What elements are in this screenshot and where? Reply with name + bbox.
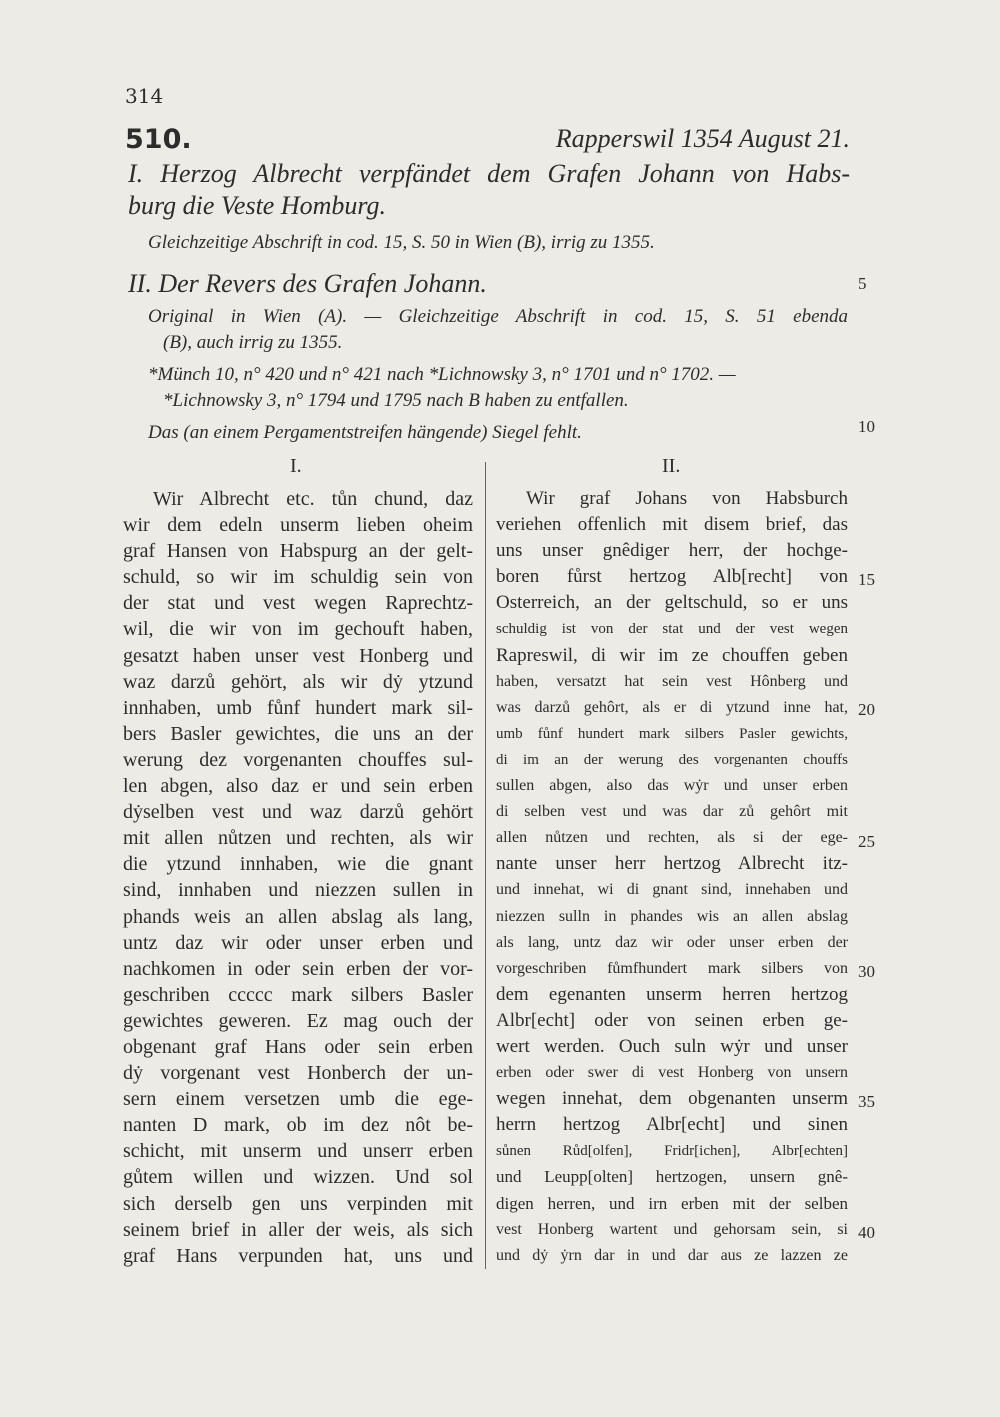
text-line: erben oder swer di vest Honberg von unsern — [496, 1064, 848, 1082]
text-line: sern einem versetzen umb die ege- — [123, 1088, 473, 1111]
margin-line-number: 10 — [858, 417, 875, 436]
right-column-text — [496, 486, 848, 1269]
text-line: herrn hertzog Albr[echt] und sinen — [496, 1114, 848, 1136]
references-line1: *Münch 10, n° 420 und n° 421 nach *Lichnowsky 3, n° 1701 und n° 1702. — — [148, 364, 736, 385]
part2-heading: II. Der Revers des Grafen Johann. — [128, 269, 487, 298]
text-line: Osterreich, an der geltschuld, so er uns — [496, 592, 848, 614]
text-line: der stat und vest wegen Raprechtz- — [123, 592, 473, 615]
text-line: veriehen offenlich mit disem brief, das — [496, 514, 848, 536]
text-line: vest Honberg wartent und gehorsam sein, si — [496, 1220, 848, 1238]
text-line: allen nůtzen und rechten, als si der ege- — [496, 829, 848, 847]
text-line: seinem brief in aller der weis, als sich — [123, 1218, 473, 1241]
text-line: obgenant graf Hans oder sein erben — [123, 1035, 473, 1058]
margin-line-number: 40 — [858, 1223, 875, 1242]
text-line: sind, innhaben und niezzen sullen in — [123, 879, 473, 902]
text-line: di im an der werung des vorgenanten chouffs — [496, 751, 848, 768]
text-line: die ytzund innhaben, wie die gnant — [123, 853, 473, 876]
text-line: gesatzt haben unser vest Honberg und — [123, 644, 473, 667]
text-line: wegen innehat, dem obgenanten unserm — [496, 1088, 848, 1110]
text-line: gewichtes geweren. Ez mag ouch der — [123, 1009, 473, 1032]
text-line: nachkomen in oder sein erben der vor- — [123, 957, 473, 980]
column-heading-left: I. — [290, 455, 302, 477]
text-line: schuld, so wir im schuldig sein von — [123, 566, 473, 589]
text-line: schuldig ist von der stat und der vest wegen — [496, 621, 848, 638]
place-date: Rapperswil 1354 August 21. — [555, 124, 850, 153]
text-line: wert werden. Ouch suln wẏr und unser — [496, 1035, 848, 1057]
text-line: graf Hansen von Habspurg an der gelt- — [123, 540, 473, 563]
column-divider — [485, 462, 486, 1269]
seal-note: Das (an einem Pergamentstreifen hängende) Siegel fehlt. — [148, 422, 582, 443]
margin-line-number: 35 — [858, 1092, 875, 1111]
text-line: graf Hans verpunden hat, uns und — [123, 1244, 473, 1267]
margin-line-number: 5 — [858, 274, 867, 293]
text-line: uns unser gnêdiger herr, der hochge- — [496, 540, 848, 562]
text-line: Wir Albrecht etc. tůn chund, daz — [153, 488, 473, 510]
text-line: umb fůnf hundert mark silbers Pasler gewichts, — [496, 725, 848, 742]
part2-source-line2: (B), auch irrig zu 1355. — [163, 332, 343, 353]
text-line: Rapreswil, di wir im ze chouffen geben — [496, 644, 848, 666]
text-line: haben, versatzt hat sein vest Hônberg und — [496, 672, 848, 690]
part1-heading-line2: burg die Veste Homburg. — [128, 191, 387, 220]
left-column-text — [123, 486, 473, 1269]
text-line: als lang, untz daz wir oder unser erben der — [496, 933, 848, 951]
text-line: dem egenanten unserm herren hertzog — [496, 983, 848, 1005]
part1-source-note: Gleichzeitige Abschrift in cod. 15, S. 50 in Wien (B), irrig zu 1355. — [148, 232, 655, 253]
text-line: Albr[echt] oder von seinen erben ge- — [496, 1009, 848, 1031]
text-line: dẏselben vest und waz darzů gehört — [123, 801, 473, 824]
text-line: geschriben ccccc mark silbers Basler — [123, 983, 473, 1006]
text-line: was darzů gehôrt, als er di ytzund inne hat, — [496, 698, 848, 716]
text-line: sich derselb gen uns verpinden mit — [123, 1192, 473, 1215]
text-line: waz darzů gehört, als wir dẏ ytzund — [123, 670, 473, 693]
text-line: sullen abgen, also das wẏr und unser erben — [496, 777, 848, 795]
text-line: und dẏ ẏrn dar in und dar aus ze lazzen ze — [496, 1246, 848, 1264]
page-number: 314 — [125, 84, 164, 108]
text-line: und innehat, wi di gnant sind, innehaben und — [496, 881, 848, 899]
margin-line-number: 25 — [858, 832, 875, 851]
margin-line-number: 15 — [858, 570, 875, 589]
text-line: wil, die wir von im gechouft haben, — [123, 618, 473, 641]
text-line: nanten D mark, ob im dez nôt be- — [123, 1114, 473, 1137]
text-line: vorgeschriben fůmfhundert mark silbers von — [496, 959, 848, 977]
text-line: werung dez vorgenanten chouffes sul- — [123, 748, 473, 771]
text-line: niezzen sulln in phandes wis an allen abslag — [496, 907, 848, 925]
text-line: gůtem willen und wizzen. Und sol — [123, 1166, 473, 1189]
text-line: dẏ vorgenant vest Honberch der un- — [123, 1062, 473, 1085]
text-line: wir dem edeln unserm lieben oheim — [123, 514, 473, 537]
text-line: schicht, mit unserm und unserr erben — [123, 1140, 473, 1163]
text-line: nante unser herr hertzog Albrecht itz- — [496, 853, 848, 875]
text-line: untz daz wir oder unser erben und — [123, 931, 473, 954]
margin-line-number: 20 — [858, 700, 875, 719]
references-line2: *Lichnowsky 3, n° 1794 und 1795 nach B haben zu entfallen. — [163, 390, 629, 411]
text-line: Wir graf Johans von Habsburch — [526, 488, 848, 509]
column-heading-right: II. — [662, 455, 681, 477]
margin-line-number: 30 — [858, 962, 875, 981]
text-line: di selben vest und was dar zů gehôrt mit — [496, 803, 848, 821]
text-line: bers Basler gewichtes, die uns an der — [123, 722, 473, 745]
text-line: sůnen Růd[olfen], Fridr[ichen], Albr[echten] — [496, 1143, 848, 1160]
text-line: len abgen, also daz er und sein erben — [123, 775, 473, 798]
text-line: innhaben, umb fůnf hundert mark sil- — [123, 696, 473, 719]
text-line: phands weis an allen abslag als lang, — [123, 905, 473, 928]
text-line: digen herren, und irn erben mit der selben — [496, 1193, 848, 1213]
text-line: boren fůrst hertzog Alb[recht] von — [496, 566, 848, 588]
text-line: mit allen nůtzen und rechten, als wir — [123, 827, 473, 850]
text-line: und Leupp[olten] hertzogen, unsern gnê- — [496, 1167, 848, 1187]
part1-heading-line1: I. Herzog Albrecht verpfändet dem Grafen Johann von Habs- — [128, 159, 850, 188]
part2-source-line1: Original in Wien (A). — Gleichzeitige Abschrift in cod. 15, S. 51 ebenda — [148, 306, 848, 327]
document-number: 510. — [125, 124, 192, 155]
